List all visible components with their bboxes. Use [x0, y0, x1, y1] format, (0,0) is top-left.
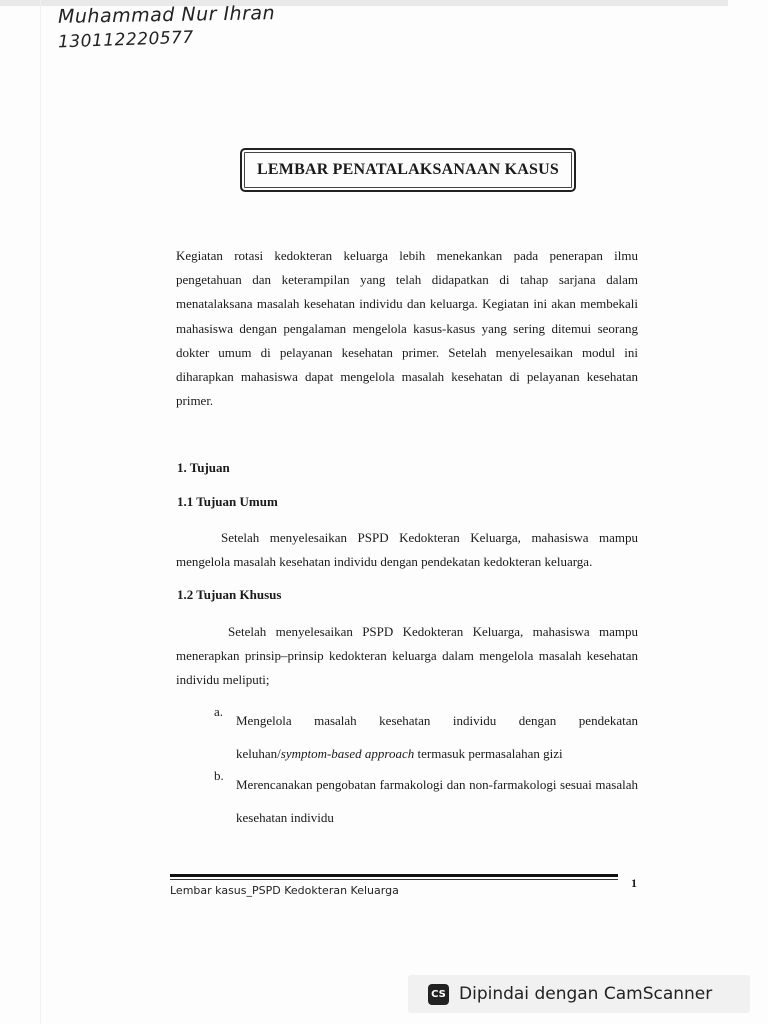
- list-marker: a.: [214, 704, 224, 719]
- page-edge: [40, 0, 41, 1024]
- camscanner-logo-icon: CS: [428, 984, 449, 1005]
- footer-rule: [170, 874, 618, 877]
- section-heading-tujuan: 1. Tujuan: [177, 460, 230, 475]
- list-item-text-pre: Mengelola masalah kesehatan individu dengan pendekatan keluhan/: [236, 713, 638, 761]
- section-heading-tujuan-umum: 1.1 Tujuan Umum: [177, 494, 278, 509]
- handwritten-id: 130112220577: [57, 27, 195, 53]
- tujuan-khusus-paragraph: Setelah menyelesaikan PSPD Kedokteran Keluarga, mahasiswa mampu menerapkan prinsip–prinsip kedokteran keluarga dalam mengelola masalah kesehatan individu meliputi;: [176, 624, 638, 688]
- tujuan-umum-paragraph: Setelah menyelesaikan PSPD Kedokteran Keluarga, mahasiswa mampu mengelola masalah kesehatan individu dengan pendekatan kedokteran keluarga.: [176, 530, 638, 570]
- handwritten-name: Muhammad Nur Ihran: [57, 2, 276, 28]
- section-heading-tujuan-khusus: 1.2 Tujuan Khusus: [177, 587, 282, 602]
- list-item-text: [236, 704, 638, 770]
- camscanner-watermark: [408, 975, 750, 1013]
- page-title: LEMBAR PENATALAKSANAAN KASUS: [257, 161, 559, 178]
- footer-rule-thin: [170, 879, 618, 880]
- watermark-text: Dipindai dengan CamScanner: [459, 984, 713, 1004]
- list-item-text: Merencanakan pengobatan farmakologi dan non-farmakologi sesuai masalah kesehatan individu: [236, 777, 638, 825]
- footer-text: Lembar kasus_PSPD Kedokteran Keluarga: [170, 884, 399, 897]
- list-item-text-post: termasuk permasalahan gizi: [414, 746, 563, 761]
- title-box: [240, 148, 576, 192]
- page-number: 1: [631, 876, 637, 890]
- list-marker: b.: [214, 768, 224, 783]
- intro-paragraph: Kegiatan rotasi kedokteran keluarga lebih menekankan pada penerapan ilmu pengetahuan dan keterampilan yang telah didapatkan di tahap sarjana dalam menatalaksana masalah kesehatan individu dan keluarga. Kegiatan ini akan membekali mahasiswa dengan pengalaman mengelola kasus-kasus yang sering ditemui seorang dokter umum di pelayanan kesehatan primer. Setelah menyelesaikan modul ini diharapkan mahasiswa dapat mengelola masalah kesehatan di pelayanan kesehatan primer.: [176, 248, 638, 409]
- list-item-text-emphasis: symptom-based approach: [280, 746, 415, 761]
